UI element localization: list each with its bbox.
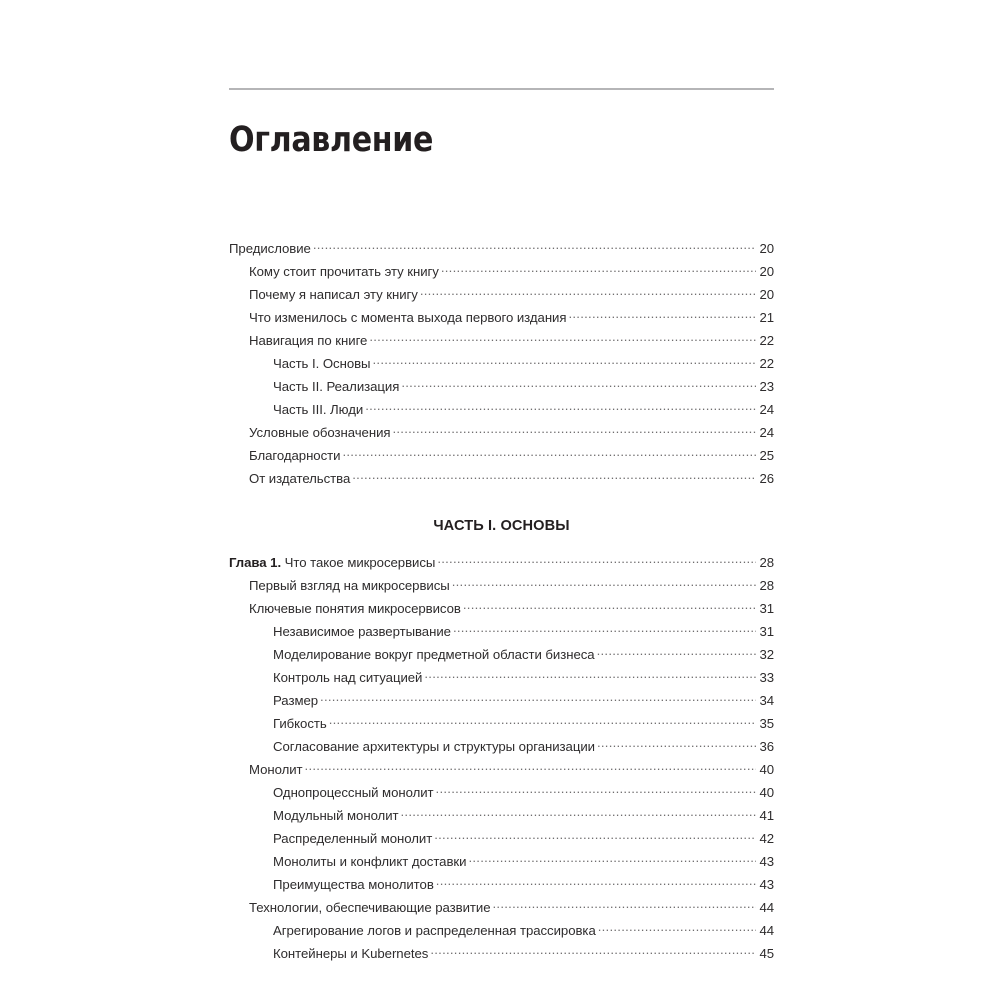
toc-entry-page: 43 (759, 854, 774, 869)
toc-entry-page: 44 (759, 900, 774, 915)
dot-leader (342, 447, 756, 460)
toc-entry[interactable] (229, 378, 774, 401)
toc-entry[interactable] (229, 669, 774, 692)
part-heading: ЧАСТЬ I. ОСНОВЫ (433, 518, 570, 534)
dot-leader (597, 738, 756, 751)
toc-entry-label: Однопроцессный монолит (273, 785, 434, 800)
toc-entry-label: Монолит (249, 762, 303, 777)
dot-leader (453, 623, 756, 636)
toc-entry[interactable] (229, 286, 774, 309)
toc-entry[interactable] (229, 646, 774, 669)
toc-entry-label: Технологии, обеспечивающие развитие (249, 900, 491, 915)
toc-entry-page: 22 (759, 333, 774, 348)
toc-entry[interactable] (229, 876, 774, 899)
dot-leader (352, 470, 756, 483)
dot-leader (420, 286, 756, 299)
toc-list (229, 240, 774, 968)
toc-entry-label: Что изменилось с момента выхода первого издания (249, 310, 567, 325)
header-rule (229, 88, 774, 90)
toc-entry-page: 20 (759, 287, 774, 302)
dot-leader (320, 692, 756, 705)
toc-entry[interactable] (229, 263, 774, 286)
toc-entry-label (229, 555, 435, 570)
dot-leader (452, 577, 756, 590)
toc-entry-label: Кому стоит прочитать эту книгу (249, 264, 439, 279)
toc-entry[interactable] (229, 807, 774, 830)
toc-entry-label: Гибкость (273, 716, 327, 731)
toc-entry[interactable] (229, 715, 774, 738)
toc-entry-page: 42 (759, 831, 774, 846)
toc-entry[interactable] (229, 692, 774, 715)
toc-entry-page: 40 (759, 785, 774, 800)
toc-entry-label: Преимущества монолитов (273, 877, 434, 892)
toc-entry-label: Контейнеры и Kubernetes (273, 946, 429, 961)
toc-entry-page: 36 (759, 739, 774, 754)
dot-leader (493, 899, 757, 912)
toc-entry-page: 20 (759, 264, 774, 279)
dot-leader (369, 332, 756, 345)
toc-entry[interactable] (229, 424, 774, 447)
toc-entry-label: Благодарности (249, 448, 341, 463)
toc-entry-page: 35 (759, 716, 774, 731)
toc-entry-page: 33 (759, 670, 774, 685)
dot-leader (401, 807, 756, 820)
toc-entry-label: Агрегирование логов и распределенная трассировка (273, 923, 596, 938)
toc-entry-label: Часть III. Люди (273, 402, 364, 417)
dot-leader (568, 309, 756, 322)
toc-entry-page: 25 (759, 448, 774, 463)
dot-leader (392, 424, 756, 437)
dot-leader (597, 646, 756, 659)
toc-entry[interactable] (229, 899, 774, 922)
toc-entry-label: Моделирование вокруг предметной области бизнеса (273, 647, 595, 662)
dot-leader (430, 945, 756, 958)
toc-entry-page: 24 (759, 402, 774, 417)
toc-entry[interactable] (229, 830, 774, 853)
toc-entry-label: Размер (273, 693, 319, 708)
toc-entry-label: Навигация по книге (249, 333, 368, 348)
dot-leader (463, 600, 756, 613)
toc-entry-label: Ключевые понятия микросервисов (249, 601, 461, 616)
toc-entry[interactable] (229, 784, 774, 807)
toc-entry-page: 21 (759, 310, 774, 325)
dot-leader (365, 401, 756, 414)
dot-leader (436, 876, 756, 889)
dot-leader (436, 784, 756, 797)
toc-entry[interactable] (229, 577, 774, 600)
toc-entry-page: 44 (759, 923, 774, 938)
page-title: Оглавление (229, 120, 434, 161)
toc-entry-label: Условные обозначения (249, 425, 391, 440)
dot-leader (598, 922, 756, 935)
dot-leader (434, 830, 756, 843)
toc-entry[interactable] (229, 240, 774, 263)
toc-entry-label: Независимое развертывание (273, 624, 451, 639)
toc-entry-page: 28 (759, 555, 774, 570)
toc-entry-label: Первый взгляд на микросервисы (249, 578, 450, 593)
toc-entry-page: 23 (759, 379, 774, 394)
toc-entry-page: 31 (759, 601, 774, 616)
dot-leader (305, 761, 756, 774)
toc-entry-page: 31 (759, 624, 774, 639)
chapter-number: Глава 1. (229, 555, 282, 570)
toc-entry-page: 20 (759, 241, 774, 256)
toc-group-chapter-1 (229, 577, 774, 968)
toc-entry[interactable] (229, 623, 774, 646)
dot-leader (313, 240, 756, 253)
toc-entry[interactable] (229, 738, 774, 761)
toc-entry-page: 28 (759, 578, 774, 593)
toc-entry-page: 22 (759, 356, 774, 371)
dot-leader (329, 715, 756, 728)
toc-entry[interactable] (229, 945, 774, 968)
toc-entry-label: Предисловие (229, 241, 311, 256)
dot-leader (437, 554, 756, 567)
toc-entry[interactable] (229, 853, 774, 876)
toc-entry-label: От издательства (249, 471, 351, 486)
toc-entry[interactable] (229, 470, 774, 493)
toc-group-front-matter (229, 240, 774, 493)
toc-entry-label: Модульный монолит (273, 808, 399, 823)
toc-entry-page: 34 (759, 693, 774, 708)
toc-entry[interactable] (229, 401, 774, 424)
dot-leader (424, 669, 756, 682)
toc-entry-page: 41 (759, 808, 774, 823)
toc-entry-chapter-1[interactable] (229, 554, 774, 577)
toc-entry-label: Почему я написал эту книгу (249, 287, 418, 302)
chapter-title: Что такое микросервисы (281, 555, 436, 570)
dot-leader (441, 263, 756, 276)
toc-entry[interactable] (229, 922, 774, 945)
toc-entry-label: Распределенный монолит (273, 831, 433, 846)
toc-entry[interactable] (229, 355, 774, 378)
toc-entry[interactable] (229, 309, 774, 332)
toc-entry-page: 45 (759, 946, 774, 961)
toc-entry[interactable] (229, 600, 774, 623)
dot-leader (373, 355, 757, 368)
toc-entry-label: Контроль над ситуацией (273, 670, 423, 685)
toc-entry[interactable] (229, 332, 774, 355)
toc-entry-page: 40 (759, 762, 774, 777)
toc-entry-label: Часть II. Реализация (273, 379, 400, 394)
toc-entry-label: Часть I. Основы (273, 356, 371, 371)
dot-leader (468, 853, 756, 866)
dot-leader (401, 378, 756, 391)
toc-entry[interactable] (229, 447, 774, 470)
toc-entry-page: 24 (759, 425, 774, 440)
toc-entry-page: 43 (759, 877, 774, 892)
toc-entry[interactable] (229, 761, 774, 784)
toc-entry-page: 26 (759, 471, 774, 486)
toc-entry-label: Согласование архитектуры и структуры организации (273, 739, 595, 754)
toc-entry-page: 32 (759, 647, 774, 662)
toc-entry-label: Монолиты и конфликт доставки (273, 854, 467, 869)
